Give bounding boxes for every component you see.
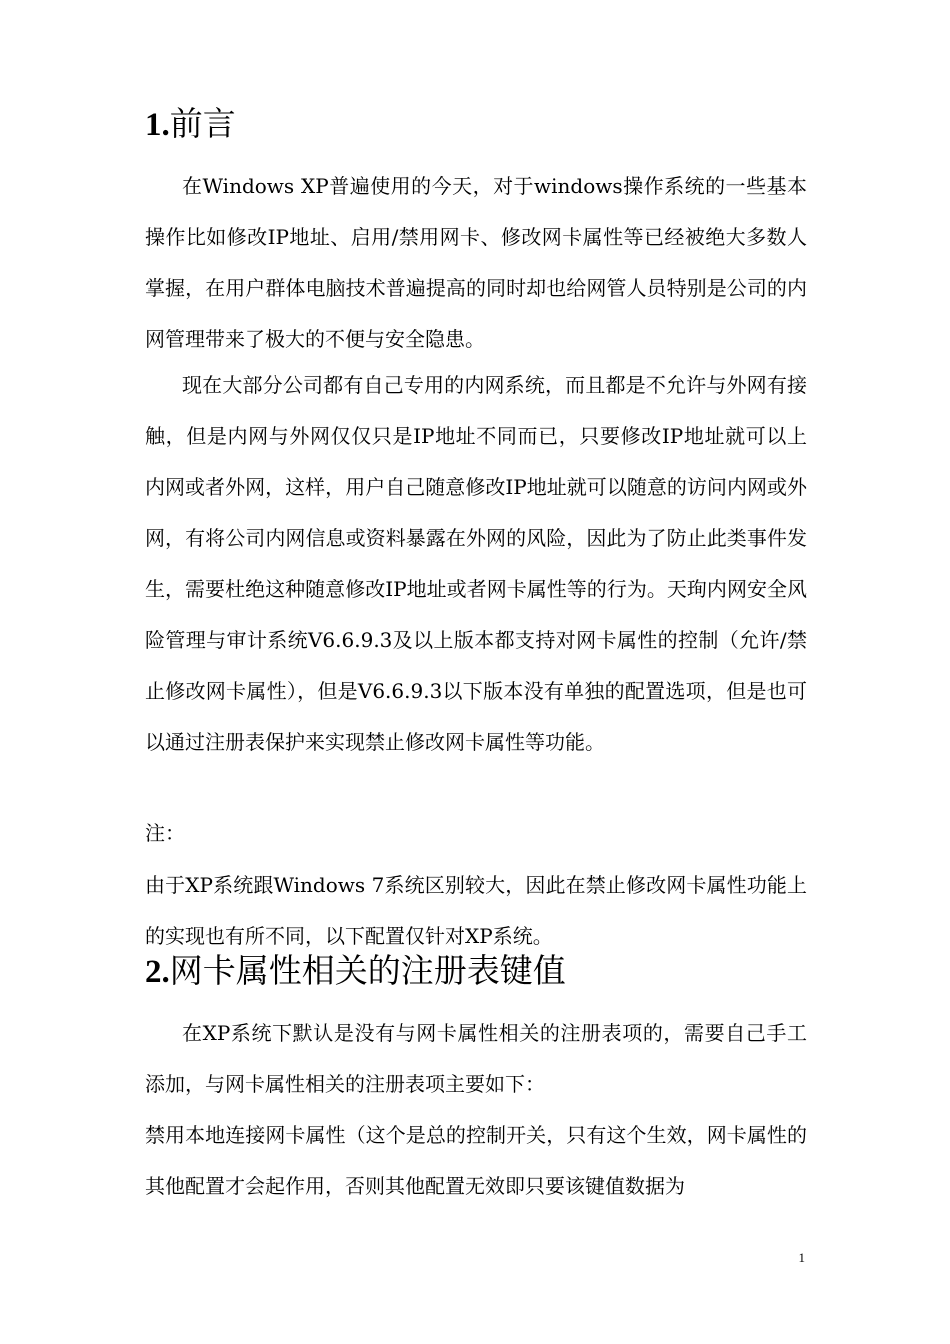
section-1-title: 前言	[169, 104, 236, 143]
section-2-paragraph-2: 禁用本地连接网卡属性（这个是总的控制开关，只有这个生效，网卡属性的其他配置才会起作用，否则其他配置无效即只要该键值数据为	[145, 1123, 807, 1198]
section-1-heading	[145, 104, 236, 145]
section-1-paragraph-2: 现在大部分公司都有自己专用的内网系统，而且都是不允许与外网有接触，但是内网与外网仅仅只是IP地址不同而已，只要修改IP地址就可以上内网或者外网，这样，用户自己随意修改IP地址就可以随意的访问内网或外网，有将公司内网信息或资料暴露在外网的风险，因此为了防止此类事件发生，需要杜绝这种随意修改IP地址或者网卡属性等的行为。天珣内网安全风险管理与审计系统V6.6.9.3及以上版本都支持对网卡属性的控制（允许/禁止修改网卡属性），但是V6.6.9.3以下版本没有单独的配置选项，但是也可以通过注册表保护来实现禁止修改网卡属性等功能。	[145, 373, 807, 754]
section-1-number: 1.	[145, 107, 170, 143]
section-2-paragraph-1: 在XP系统下默认是没有与网卡属性相关的注册表项的，需要自己手工添加，与网卡属性相关的注册表项主要如下：	[145, 1021, 807, 1096]
section-1-paragraph-1: 在Windows XP普遍使用的今天，对于windows操作系统的一些基本操作比如修改IP地址、启用/禁用网卡、修改网卡属性等已经被绝大多数人掌握，在用户群体电脑技术普遍提高的同时却也给网管人员特别是公司的内网管理带来了极大的不便与安全隐患。	[145, 174, 807, 351]
section-2-title: 网卡属性相关的注册表键值	[169, 951, 566, 990]
page-number: 1	[798, 1250, 805, 1265]
note-label: 注：	[145, 821, 185, 845]
section-2-heading	[145, 951, 566, 992]
note-text: 由于XP系统跟Windows 7系统区别较大，因此在禁止修改网卡属性功能上的实现也有所不同，以下配置仅针对XP系统。	[145, 873, 807, 948]
section-2-number: 2.	[145, 954, 170, 990]
